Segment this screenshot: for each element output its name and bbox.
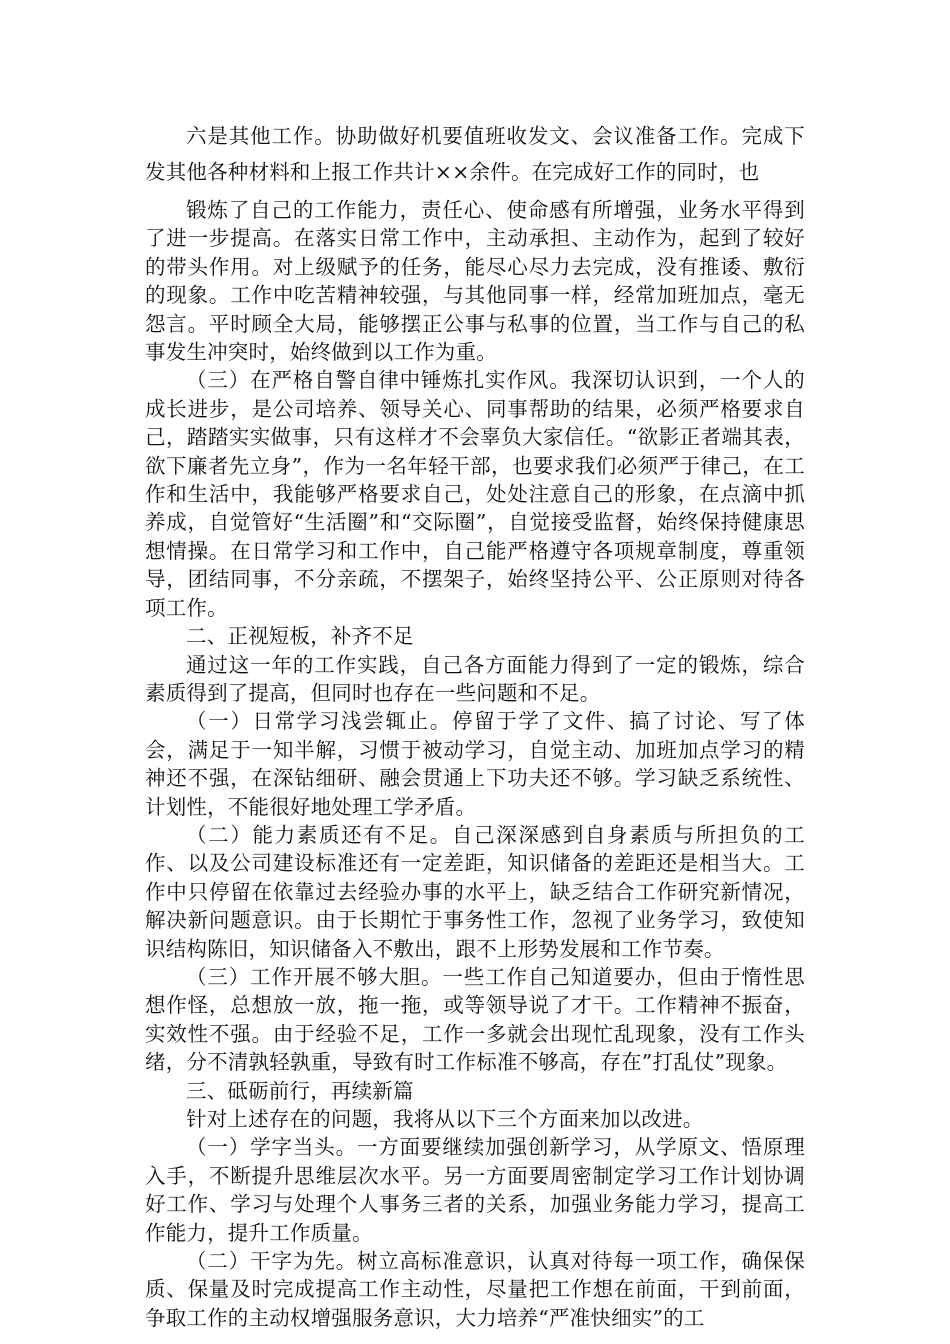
section-heading-forward: 三、砥砺前行，再续新篇 [186, 1078, 414, 1103]
paragraph-study-shallow: （一）日常学习浅尝辄止。停留于学了文件、搞了讨论、写了体会，满足于一知半解，习惯于被动学习，自觉主动、加班加点学习的精神还不强，在深钻细研、融会贯通上下功夫还不够。学习缺乏系统性、计划性，不能很好地处理工学矛盾。 [145, 709, 805, 819]
paragraph-improvement-intro: 针对上述存在的问题，我将从以下三个方面来加以改进。 [186, 1107, 704, 1131]
section-heading-shortcomings: 二、正视短板，补齐不足 [186, 624, 414, 649]
document-page [145, 118, 805, 1332]
paragraph-study-first: （一）学字当头。一方面要继续加强创新学习，从学原文、悟原理入手，不断提升思维层次水平。另一方面要周密制定学习工作计划协调好工作、学习与处理个人事务三者的关系，加强业务能力学习，提高工作能力，提升工作质量。 [145, 1135, 805, 1245]
paragraph-ability-insufficient: （二）能力素质还有不足。自己深深感到自身素质与所担负的工作、以及公司建设标准还有一定差距，知识储备的差距还是相当大。工作中只停留在依靠过去经验办事的水平上，缺乏结合工作研究新情况，解决新问题意识。由于长期忙于事务性工作，忽视了业务学习，致使知识结构陈旧，知识储备入不敷出，跟不上形势发展和工作节奏。 [145, 822, 805, 961]
paragraph-not-bold: （三）工作开展不够大胆。一些工作自己知道要办，但由于惰性思想作怪，总想放一放，拖一拖，或等领导说了才干。工作精神不振奋，实效性不强。由于经验不足，工作一多就会出现忙乱现象，没有工作头绪，分不清孰轻孰重，导致有时工作标准不够高，存在”打乱仗”现象。 [145, 964, 805, 1075]
paragraph-ability-growth: 锻炼了自己的工作能力，责任心、使命感有所增强，业务水平得到了进一步提高。在落实日常工作中，主动承担、主动作为，起到了较好的带头作用。对上级赋予的任务，能尽心尽力去完成，没有推诿、敷衍的现象。工作中吃苦精神较强，与其他同事一样，经常加班加点，毫无怨言。平时顾全大局，能够摆正公事与私事的位置，当工作与自己的私事发生冲突时，始终做到以工作为重。 [145, 198, 805, 365]
paragraph-other-work: 六是其他工作。协助做好机要值班收发文、会议准备工作。完成下发其他各种材料和上报工作共计××余件。在完成好工作的同时，也 [145, 124, 805, 184]
paragraph-self-discipline: （三）在严格自警自律中锤炼扎实作风。我深切认识到，一个人的成长进步，是公司培养、领导关心、同事帮助的结果，必须严格要求自己，踏踏实实做事，只有这样才不会辜负大家信任。“欲影正者端其表，欲下廉者先立身”，作为一名年轻干部，也要求我们必须严于律己，在工作和生活中，我能够严格要求自己，处处注意自己的形象，在点滴中抓养成，自觉管好“生活圈”和“交际圈”，自觉接受监督，始终保持健康思想情操。在日常学习和工作中，自己能严格遵守各项规章制度，尊重领导，团结同事，不分亲疏，不摆架子，始终坚持公平、公正原则对待各项工作。 [145, 368, 805, 620]
paragraph-shortcomings-intro: 通过这一年的工作实践，自己各方面能力得到了一定的锻炼，综合素质得到了提高，但同时也存在一些问题和不足。 [145, 652, 805, 705]
paragraph-work-first: （二）干字为先。树立高标准意识，认真对待每一项工作，确保保质、保量及时完成提高工作主动性，尽量把工作想在前面，干到前面，争取工作的主动权增强服务意识，大力培养“严准快细实”的工 [145, 1249, 805, 1330]
